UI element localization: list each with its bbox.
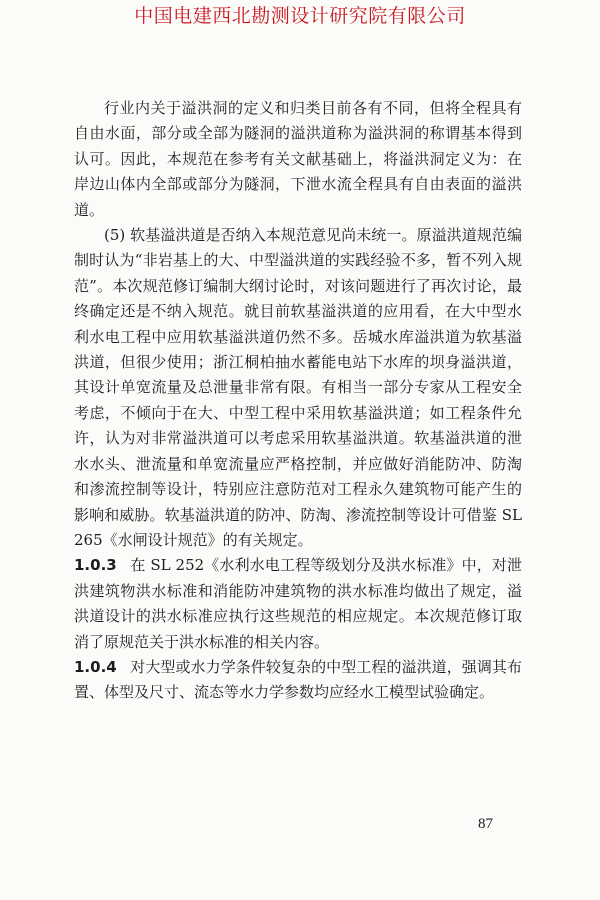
page-header: 中国电建西北勘测设计研究院有限公司 (134, 5, 466, 27)
page-number: 87 (478, 816, 493, 832)
clause-number: 1.0.3 (74, 556, 117, 575)
clause-number: 1.0.4 (74, 657, 117, 676)
clause-1-0-4 (74, 655, 522, 706)
clause-text: 对大型或水力学条件较复杂的中型工程的溢洪道，强调其布置、体型及尺寸、流态等水力学参数均应经水工模型试验确定。 (74, 657, 522, 702)
paragraph-spillway-tunnel-definition: 行业内关于溢洪洞的定义和归类目前各有不同，但将全程具有自由水面，部分或全部为隧洞的溢洪道称为溢洪洞的称谓基本得到认可。因此，本规范在参考有关文献基础上，将溢洪洞定义为：在岸边山体内全部或部分为隧洞，下泄水流全程具有自由表面的溢洪道。 (74, 99, 522, 219)
document-body (74, 96, 522, 706)
clause-1-0-3 (74, 553, 522, 655)
clause-text: 在 SL 252《水利水电工程等级划分及洪水标准》中，对泄洪建筑物洪水标准和消能防冲建筑物的洪水标准均做出了规定，溢洪道设计的洪水标准应执行这些规范的相应规定。本次规范修订取消了原规范关于洪水标准的相关内容。 (74, 556, 522, 651)
paragraph-soft-foundation-spillway: (5) 软基溢洪道是否纳入本规范意见尚未统一。原溢洪道规范编制时认为“非岩基上的大、中型溢洪道的实践经验不多，暂不列入规范”。本次规范修订编制大纲讨论时，对该问题进行了再次讨论，最终确定还是不纳入规范。就目前软基溢洪道的应用看，在大中型水利水电工程中应用软基溢洪道仍然不多。岳城水库溢洪道为软基溢洪道，但很少使用；浙江桐柏抽水蓄能电站下水库的坝身溢洪道，其设计单宽流量及总泄量非常有限。有相当一部分专家从工程安全考虑，不倾向于在大、中型工程中采用软基溢洪道；如工程条件允许，认为对非常溢洪道可以考虑采用软基溢洪道。软基溢洪道的泄水水头、泄流量和单宽流量应严格控制，并应做好消能防冲、防淘和渗流控制等设计，特别应注意防范对工程永久建筑物可能产生的影响和威胁。软基溢洪道的防冲、防淘、渗流控制等设计可借鉴 SL 265《水闸设计规范》的有关规定。 (74, 226, 522, 549)
